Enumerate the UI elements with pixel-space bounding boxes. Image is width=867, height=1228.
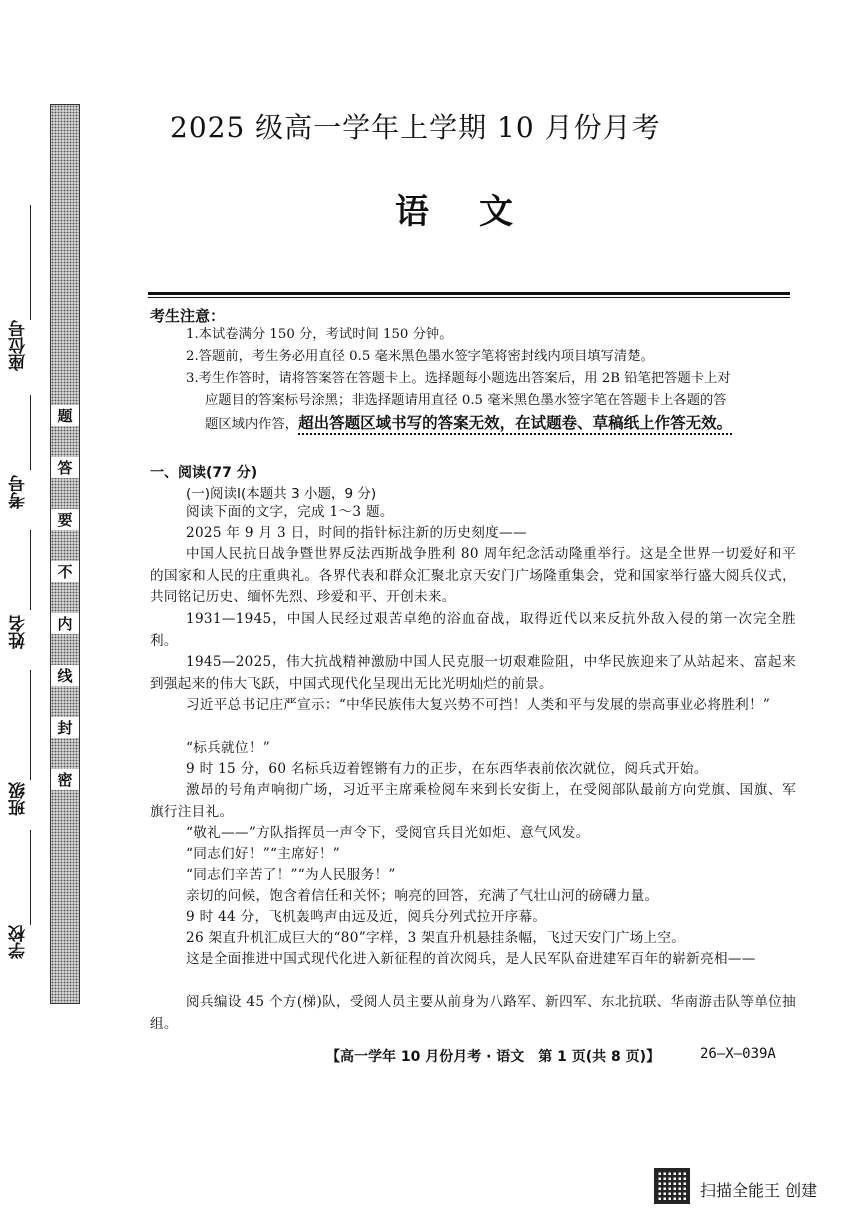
seal-char: 密 bbox=[51, 769, 79, 790]
binding-margin bbox=[0, 0, 48, 1228]
paragraph: 阅兵编设 45 个方(梯)队，受阅人员主要从前身为八路军、新四军、东北抗联、华南游击队等单位抽组。 bbox=[150, 994, 796, 1032]
paragraph: 26 架直升机汇成巨大的“80”字样，3 架直升机悬挂条幅，飞过天安门广场上空。 bbox=[186, 930, 686, 946]
paragraph: “敬礼——”方队指挥员一声令下，受阅官兵目光如炬、意气风发。 bbox=[186, 825, 590, 841]
notice-item-continued: 应题目的答案标号涂黑；非选择题请用直径 0.5 毫米黑色墨水签字笔在答题卡上各题的答 bbox=[205, 393, 727, 408]
notice-item: 3.考生作答时，请将答案答在答题卡上。选择题每小题选出答案后，用 2B 铅笔把答题卡上对 bbox=[186, 371, 731, 386]
paragraph: 1945—2025，伟大抗战精神激励中国人民克服一切艰难险阻，中华民族迎来了从站起来、富起来到强起来的伟大飞跃，中国式现代化呈现出无比光明灿烂的前景。 bbox=[150, 654, 796, 692]
paragraph: 9 时 44 分，飞机轰鸣声由远及近，阅兵分列式拉开序幕。 bbox=[186, 909, 547, 925]
seal-char: 答 bbox=[51, 457, 79, 478]
paragraph: “同志们好！”“主席好！” bbox=[186, 846, 341, 862]
paragraph: 习近平总书记庄严宣示：“中华民族伟大复兴势不可挡！人类和平与发展的崇高事业必将胜利！” bbox=[186, 697, 771, 713]
paragraph: “标兵就位！” bbox=[186, 740, 270, 756]
notice-item: 1.本试卷满分 150 分，考试时间 150 分钟。 bbox=[186, 327, 453, 342]
seal-char: 线 bbox=[51, 665, 79, 686]
paragraph: 这是全面推进中国式现代化进入新征程的首次阅兵，是人民军队奋进建军百年的崭新亮相—— bbox=[186, 951, 756, 967]
label-exam-number: 考号 bbox=[9, 475, 29, 509]
seal-char: 题 bbox=[51, 405, 79, 426]
qr-code-icon bbox=[654, 1168, 690, 1204]
label-seat-number: 座位号 bbox=[9, 320, 29, 371]
label-school: 学校 bbox=[9, 925, 29, 959]
name-line bbox=[30, 530, 31, 610]
paragraph: 阅读下面的文字，完成 1～3 题。 bbox=[186, 504, 394, 520]
paragraph: 亲切的问候，饱含着信任和关怀；响亮的回答，充满了气壮山河的磅礴力量。 bbox=[186, 888, 659, 904]
paragraph: 中国人民抗日战争暨世界反法西斯战争胜利 80 周年纪念活动隆重举行。这是全世界一切爱好和平的国家和人民的庄重典礼。各界代表和群众汇聚北京天安门广场隆重集会，党和国家举行盛大阅兵仪式，共同铭记历史、缅怀先烈、珍爱和平、开创未来。 bbox=[150, 546, 796, 605]
scanner-watermark: 扫描全能王 创建 bbox=[700, 1181, 818, 1200]
seal-char: 不 bbox=[51, 561, 79, 582]
exam-title: 2025 级高一学年上学期 10 月份月考 bbox=[170, 111, 661, 144]
seal-char: 要 bbox=[51, 509, 79, 530]
paragraph: 激昂的号角声响彻广场，习近平主席乘检阅车来到长安街上，在受阅部队最前方向党旗、国旗、军旗行注目礼。 bbox=[150, 782, 796, 820]
label-name: 姓名 bbox=[9, 615, 29, 649]
paragraph: 1931—1945，中国人民经过艰苦卓绝的浴血奋战，取得近代以来反抗外敌入侵的第一次完全胜利。 bbox=[150, 611, 796, 649]
notice-item: 2.答题前，考生务必用直径 0.5 毫米黑色墨水签字笔将密封线内项目填写清楚。 bbox=[186, 349, 654, 364]
school-line bbox=[30, 830, 31, 925]
notice-heading: 考生注意： bbox=[150, 307, 226, 325]
class-line bbox=[30, 670, 31, 780]
seat-line bbox=[30, 205, 31, 320]
page-footer: 【高一学年 10 月份月考 · 语文 第 1 页(共 8 页)】 bbox=[326, 1049, 661, 1065]
label-class: 班级 bbox=[9, 782, 29, 816]
seal-line-strip bbox=[50, 104, 80, 1004]
section-heading: 一、阅读(77 分) bbox=[150, 465, 258, 481]
subject-title: 语文 bbox=[395, 192, 563, 232]
notice-item-continued bbox=[205, 412, 795, 436]
paragraph: 2025 年 9 月 3 日，时间的指针标注新的历史刻度—— bbox=[186, 525, 527, 541]
exam-code: 26—X—039A bbox=[700, 1046, 776, 1062]
seal-char: 封 bbox=[51, 717, 79, 738]
header-divider-thin bbox=[148, 297, 790, 298]
notice-text: 题区域内作答， bbox=[205, 417, 299, 432]
exam-number-line bbox=[30, 395, 31, 470]
notice-emphasis: 超出答题区域书写的答案无效，在试题卷、草稿纸上作答无效。 bbox=[298, 414, 733, 432]
seal-char: 内 bbox=[51, 613, 79, 634]
paragraph: “同志们辛苦了！”“为人民服务！” bbox=[186, 867, 396, 883]
paragraph: 9 时 15 分，60 名标兵迈着铿锵有力的正步，在东西华表前依次就位，阅兵式开始。 bbox=[186, 761, 708, 777]
subsection-heading: (一)阅读Ⅰ(本题共 3 小题，9 分) bbox=[186, 486, 377, 502]
header-divider bbox=[148, 292, 790, 295]
